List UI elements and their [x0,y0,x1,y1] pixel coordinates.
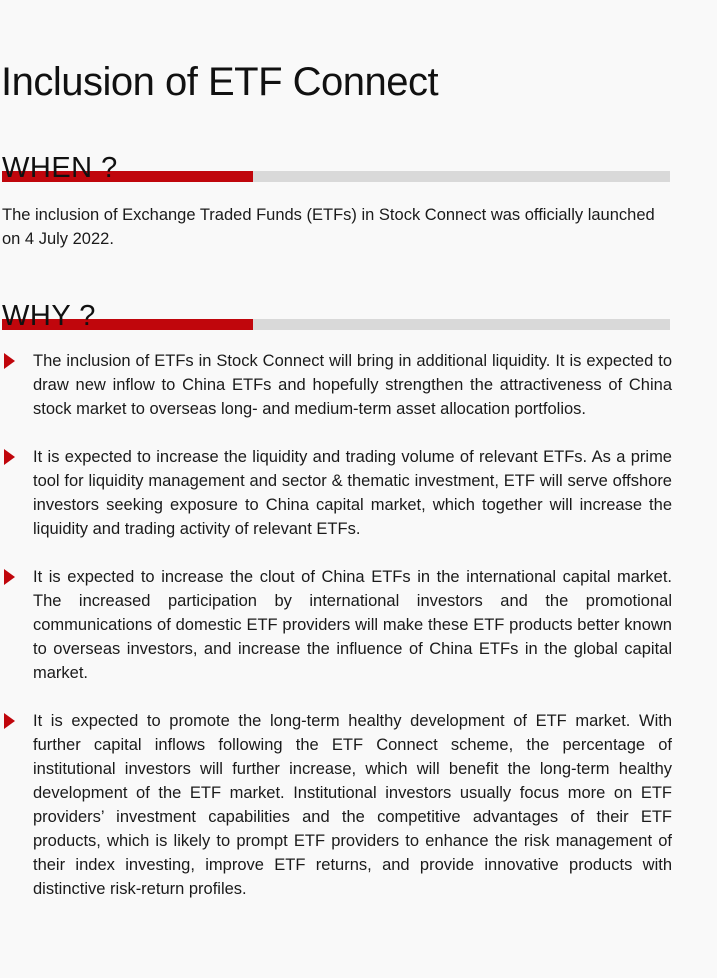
triangle-right-icon [4,713,15,729]
reason-item-1 [0,349,672,421]
reason-text-4: It is expected to promote the long-term healthy development of ETF market. With further capital inflows following the ETF Connect scheme, the percentage of institutional investors will further increase, which will benefit the long-term healthy development of the ETF market. Institutional investors usually focus more on ETF providers’ investment capabilities and the competitive advantages of their ETF products, which is likely to prompt ETF providers to enhance the risk management of their index investing, improve ETF returns, and provide innovative products with distinctive risk-return profiles. [33,712,672,898]
reason-text-1: The inclusion of ETFs in Stock Connect will bring in additional liquidity. It is expected to draw new inflow to China ETFs and hopefully strengthen the attractiveness of China stock market to overseas long- and medium-term asset allocation portfolios. [33,352,672,418]
why-reason-list [0,349,672,925]
page-title: Inclusion of ETF Connect [1,60,439,104]
when-heading: WHEN ? [2,152,118,184]
when-section-heading [2,148,670,182]
triangle-right-icon [4,449,15,465]
why-heading: WHY ? [2,300,96,332]
reason-item-3 [0,565,672,685]
reason-item-2 [0,445,672,541]
why-section-heading [2,296,670,330]
reason-text-2: It is expected to increase the liquidity and trading volume of relevant ETFs. As a prime tool for liquidity management and sector & thematic investment, ETF will serve offshore investors seeking exposure to China capital market, which together will increase the liquidity and trading activity of relevant ETFs. [33,448,672,538]
triangle-right-icon [4,353,15,369]
triangle-right-icon [4,569,15,585]
reason-item-4 [0,709,672,901]
when-description: The inclusion of Exchange Traded Funds (ETFs) in Stock Connect was officially launched on 4 July 2022. [2,206,655,248]
reason-text-3: It is expected to increase the clout of China ETFs in the international capital market. The increased participation by international investors and the promotional communications of domestic ETF providers will make these ETF products better known to overseas investors, and increase the influence of China ETFs in the global capital market. [33,568,672,682]
